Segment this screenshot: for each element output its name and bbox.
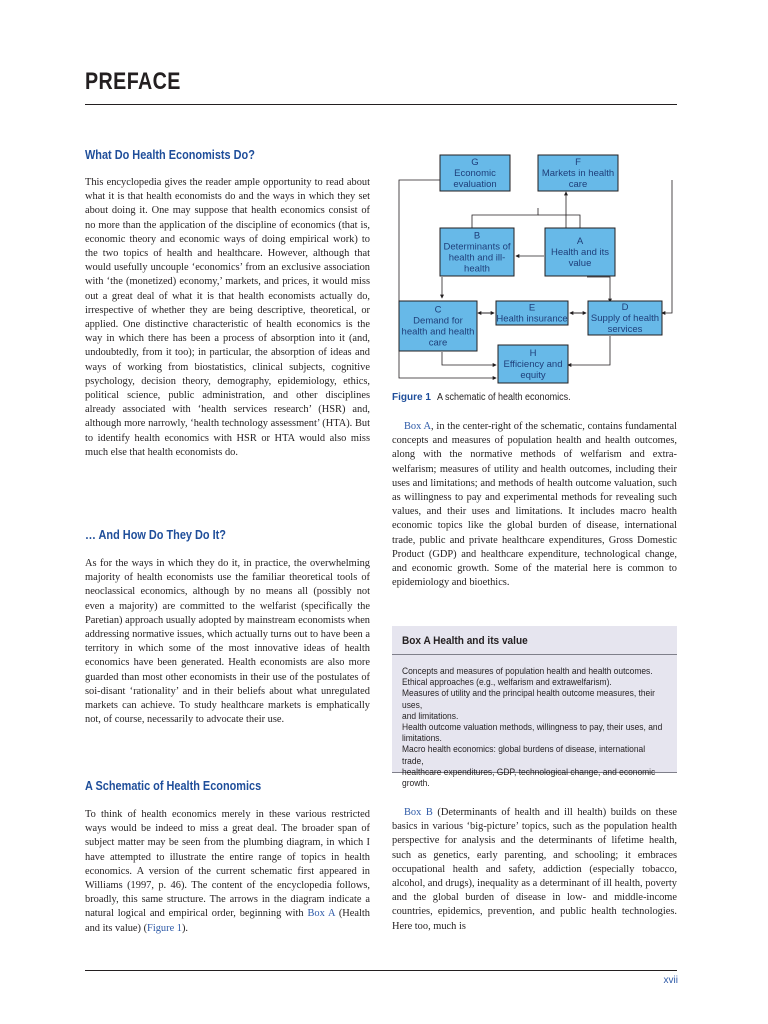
arrow-d-to-h <box>568 336 610 365</box>
box-a-item: Measures of utility and the principal health outcome measures, their uses, <box>402 688 655 711</box>
node-c-label: Demand for <box>413 315 463 327</box>
schematic-diagram <box>392 148 677 388</box>
arrow-a-to-d <box>587 277 610 302</box>
box-a-rule <box>392 654 677 655</box>
node-d-label: Supply of health <box>590 313 660 324</box>
node-a-label: value <box>568 258 592 269</box>
node-b <box>440 228 514 276</box>
node-h-label: Efficiency and <box>503 359 563 370</box>
box-b-ref-link[interactable]: Box B <box>404 807 433 818</box>
node-d-label: D <box>621 302 629 313</box>
node-c-label: health and health <box>401 326 475 338</box>
arrow-f-to-d <box>662 180 672 313</box>
node-f-label: Markets in health <box>541 168 615 179</box>
bottom-rule <box>85 970 677 971</box>
box-a-title: Box A Health and its value <box>402 635 528 647</box>
node-g <box>440 155 510 191</box>
page-number: xvii <box>663 975 678 986</box>
arrow-c-to-h <box>442 352 496 365</box>
figure-caption <box>392 392 585 403</box>
paragraph-what-do: This encyclopedia gives the reader ample opportunity to read about what it is that health economists do and the ways in which they set about doing it. One may suppose that health economics consist of no more than the application of the discipline of economics (that is, economic theory and economic ways of doing empirical work) to the two topics of health and healthcare. However, although that would usefully uncouple ‘economics’ from an exclusive association with ‘the (monetized) economy,’ markets, and prices, it would miss out a great deal of what it is that health economists actually do, irrespective of whether they are being descriptive, theoretical, or applied. One distinctive characteristic of health economics is the way in which there has been a process of absorption into it (and, undoubtedly, from it too); in particular, the absorption of ideas and ways of working from biostatistics, clinical subjects, cognitive psychology, decision theory, demography, epidemiology, ethics, political science, public administration, and other disciplines already associated with ‘health services research’ (HSR) and, although more narrowly, ‘health technology assessment’ (HTA). But to identify health economics with HSR or HTA would also miss much else that health economists do. <box>85 177 370 458</box>
box-a-item: and limitations. <box>402 710 459 722</box>
node-a <box>545 228 615 276</box>
heading-schematic: A Schematic of Health Economics <box>85 778 262 793</box>
node-h <box>498 345 568 383</box>
node-b-label: health <box>464 263 490 275</box>
diagram-nodes <box>399 155 662 383</box>
node-a-label: A <box>576 236 584 247</box>
node-g-label: G <box>471 157 479 168</box>
node-c-label: C <box>434 304 442 316</box>
paragraph-schematic <box>85 808 370 936</box>
node-e-label: E <box>528 302 536 314</box>
node-f-label: care <box>568 179 588 190</box>
box-a-ref-link[interactable]: Box A <box>404 421 432 432</box>
node-h-label: H <box>529 348 537 359</box>
box-a-description: , in the center-right of the schematic, contains fundamental concepts and measures of population health and health outcomes, along with the normative methods of welfarism and extra-welfarism; measures of utility and health outcomes, including their uses and limitations; and methods of health outcome valuation, such as willingness to pay and experimental methods for revealing such values, and their uses and limitations. It includes macro health economic topics like the global burden of disease, international trade, public and private healthcare expenditures, Gross Domestic Product (GDP) and healthcare expenditure, technological change, and economic growth. Some of the material here is common to epidemiology and bioethics. <box>392 421 677 589</box>
page-title: PREFACE <box>85 68 181 95</box>
node-e-label: Health insurance <box>496 313 568 325</box>
box-a-item: Concepts and measures of population health and health outcomes. <box>402 666 653 677</box>
node-e <box>496 301 568 325</box>
box-b-description: (Determinants of health and ill health) builds on these basics in various ‘big-picture’ topics, such as the population health perspective for analysis and the determinants of lifetime health, such as genetics, early parenting, and schooling; it embraces occupational health and safety, addiction (especially tobacco, alcohol, and drugs), inequality as a determinant of ill health, poverty and the global burden of disease in low- and middle-income countries, epidemics, prevention, and public health technologies. Here too, much is <box>392 807 677 932</box>
node-d <box>588 301 662 335</box>
figure-1-link[interactable]: Figure 1 <box>147 922 182 934</box>
node-h-label: equity <box>520 370 546 381</box>
node-f <box>538 155 618 191</box>
node-f-label: F <box>575 157 581 168</box>
node-b-label: Determinants of <box>443 241 511 253</box>
paragraph-box-a <box>392 420 677 590</box>
node-g-label: evaluation <box>453 179 497 190</box>
node-b-label: health and ill- <box>448 252 506 264</box>
node-c <box>399 301 477 351</box>
figure-label: Figure 1 <box>392 392 431 403</box>
box-a-item: limitations. <box>402 733 442 745</box>
box-a-item: Macro health economics: global burdens of disease, international trade, <box>402 744 646 767</box>
heading-how-do: … And How Do They Do It? <box>85 527 226 542</box>
node-b-label: B <box>473 230 481 242</box>
box-a-panel <box>392 626 677 790</box>
heading-what-do: What Do Health Economists Do? <box>85 147 255 162</box>
schematic-text-mid: (Health and its value) ( <box>85 908 370 934</box>
schematic-text-start: To think of health economics merely in these various restricted ways would be indeed to miss a great deal. The broader span of subject matter may be seen from the plumbing diagram, in which I have attempted to illustrate the entire range of topics in health economics. A version of the current schematic first appeared in Williams (1997, p. 46). The content of the encyclopedia follows, broadly, this same structure. The arrows in the diagram indicate a natural logical and empirical order, beginning with <box>85 809 370 920</box>
paragraph-how-do: As for the ways in which they do it, in practice, the overwhelming majority of health economists use the familiar theoretical tools of neoclassical economics, although by no means all (possibly not even a majority) are committed to the welfarist (specifically the Paretian) approach usually adopted by mainstream economists when addressing normative issues, which actually turns out to have been a territory in which some of the most innovative ideas of health economics have been generated. Health economists are also more guarded than most other economists in their use of the postulates of soi-disant ‘rationality’ and in their beliefs about what unregulated markets can achieve. To study healthcare markets is emphatically not, of course, necessarily to advocate their use. <box>85 558 370 726</box>
figure-caption-text: A schematic of health economics. <box>436 392 571 403</box>
node-g-label: Economic <box>454 168 496 179</box>
box-a-item: Ethical approaches (e.g., welfarism and extrawelfarism). <box>402 677 612 689</box>
box-a-link[interactable]: Box A <box>307 908 335 920</box>
node-d-label: services <box>607 324 643 335</box>
schematic-text-end: ). <box>181 922 189 934</box>
node-a-label: Health and its <box>550 247 610 258</box>
box-a-list <box>402 666 666 789</box>
paragraph-box-b <box>392 806 677 934</box>
box-a-item: healthcare expenditures, GDP, technological change, and economic growth. <box>402 766 656 790</box>
node-c-label: care <box>428 337 448 349</box>
box-a-item: Health outcome valuation methods, willingness to pay, their uses, and <box>402 722 663 734</box>
top-rule <box>85 104 677 105</box>
